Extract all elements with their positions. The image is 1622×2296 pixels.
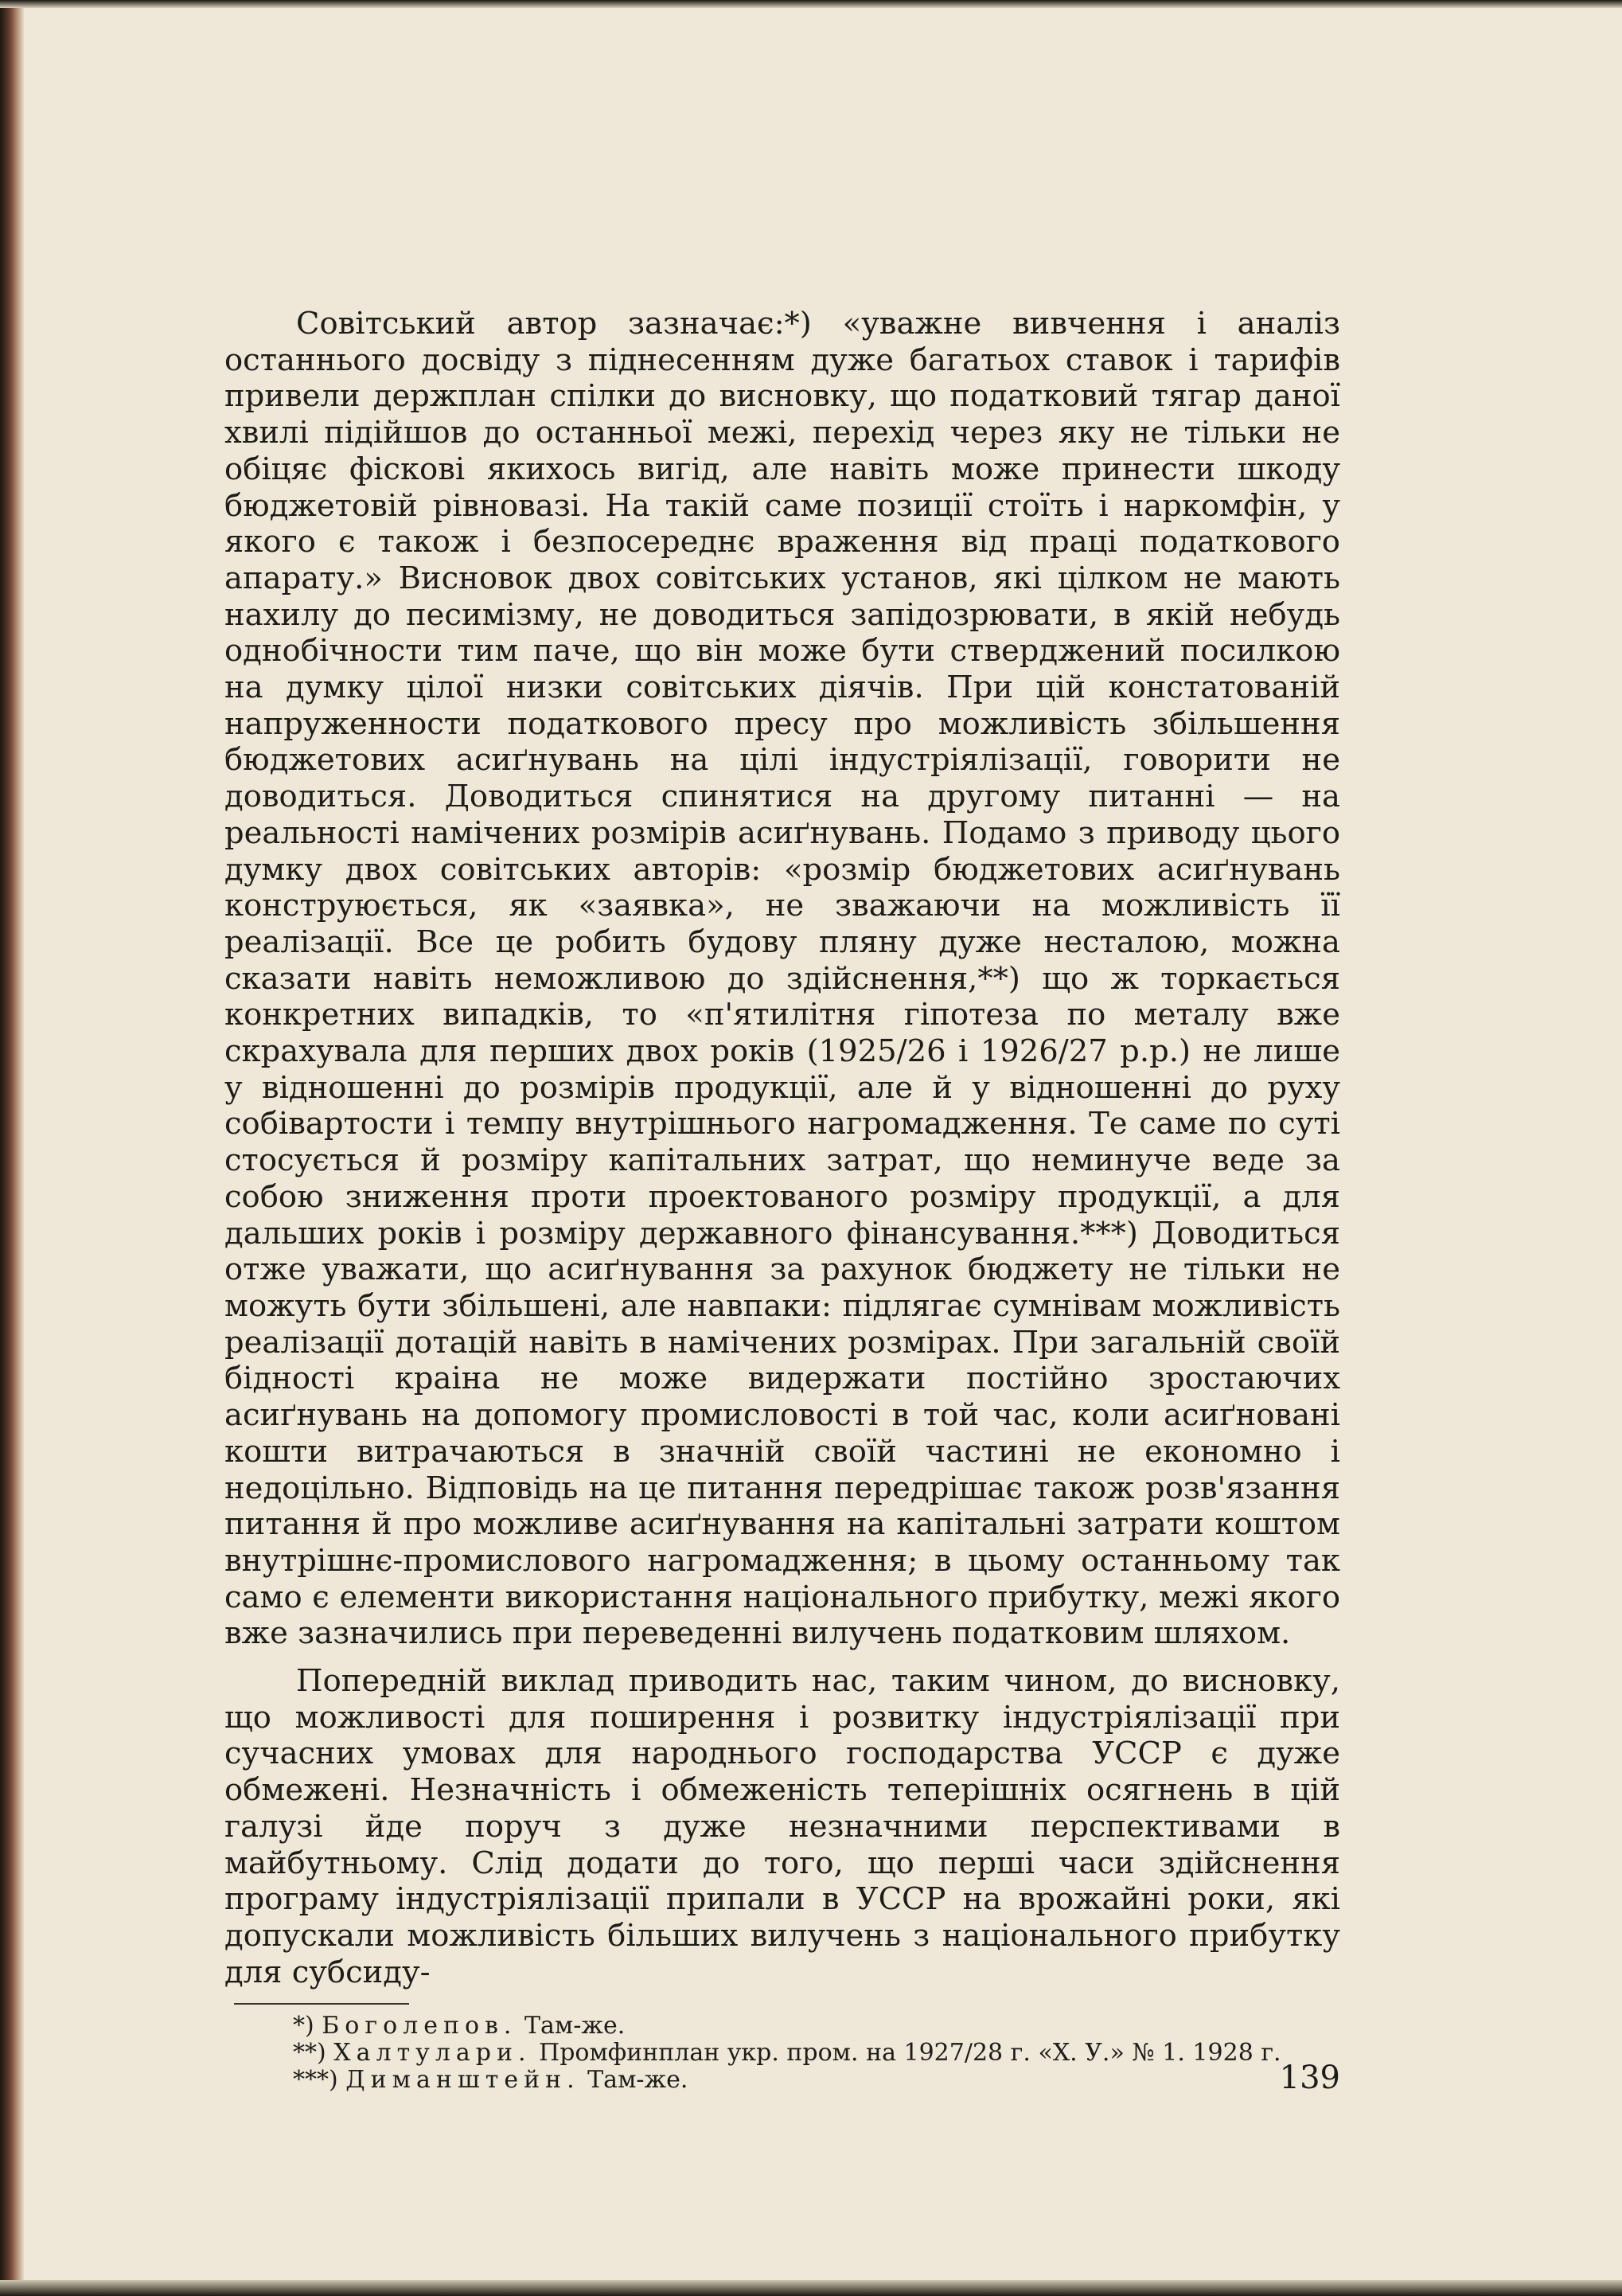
footnote-text: Там-же. [517, 2012, 626, 2040]
page-number: 139 [1279, 2060, 1340, 2096]
footnote-author: Халтулари. [333, 2039, 532, 2068]
book-spine-edge [0, 0, 24, 2296]
footnote-author: Диманштейн. [345, 2066, 580, 2095]
footnote-text: Там-же. [579, 2066, 688, 2095]
footnote-2 [224, 2040, 1340, 2067]
footnote-1 [224, 2013, 1340, 2040]
footnote-divider [234, 2003, 409, 2005]
footnote-mark: **) [293, 2039, 326, 2068]
footnote-mark: ***) [293, 2066, 338, 2095]
scan-top-edge [0, 0, 1622, 8]
footnote-3 [224, 2067, 1340, 2094]
footnote-author: Боголепов. [322, 2012, 517, 2040]
main-text [224, 306, 1340, 2094]
scan-bottom-edge [0, 2280, 1622, 2296]
footnote-text: Промфинплан укр. пром. на 1927/28 г. «Х. У.» № 1. 1928 г. [531, 2039, 1281, 2068]
paragraph-2: Попередній виклад приводить нас, таким чином, до висновку, що можливості для поширення і розвитку індустріялізації при сучасних умовах для народнього господарства УССР є дуже обмежені. Незначність і обмеженість теперішніх осягнень в цій галузі йде поруч з дуже незначними перспективами в майбутньому. Слід додати до того, що перші часи здійснення програму індустріялізації припали в УССР на врожайні роки, які допускали можливість більших вилучень з національного прибутку для субсиду- [224, 1663, 1340, 1990]
footnote-mark: *) [293, 2012, 314, 2040]
paragraph-1: Совітський автор зазначає:*) «уважне вивчення і аналіз останнього досвіду з піднесенням дуже багатьох ставок і тарифів привели держплан спілки до висновку, що податковий тягар даної хвилі підійшов до останньої межі, перехід через яку не тільки не обіцяє фіскові якихось вигід, але навіть може принести шкоду бюджетовій рівновазі. На такій саме позиції стоїть і наркомфін, у якого є також і безпосереднє враження від праці податкового апарату.» Висновок двох совітських установ, які цілком не мають нахилу до песимізму, не доводиться запідозрювати, в якій небудь однобічности тим паче, що він може бути стверджений посилкою на думку цілої низки совітських діячів. При цій констатованій напруженности податкового пресу про можливість збільшення бюджетових асиґнувань на цілі індустріялізації, говорити не доводиться. Доводиться спинятися на другому питанні — на реальності намічених розмірів асиґнувань. Подамо з приводу цього думку двох совітських авторів: «розмір бюджетових асиґнувань конструюється, як «заявка», не зважаючи на можливість її реалізації. Все це робить будову пляну дуже несталою, можна сказати навіть неможливою до здійснення,**) що ж торкається конкретних випадків, то «п'ятилітня гіпотеза по металу вже скрахувала для перших двох років (1925/26 і 1926/27 р.р.) не лише у відношенні до розмірів продукції, але й у відношенні до руху собівартости і темпу внутрішнього нагромадження. Те саме по суті стосується й розміру капітальних затрат, що неминуче веде за собою зниження проти проектованого розміру продукції, а для дальших років і розміру державного фінансування.***) Доводиться отже уважати, що асиґнування за рахунок бюджету не тільки не можуть бути збільшені, але навпаки: підлягає сумнівам можливість реалізації дотацій навіть в намічених розмірах. При загальній своїй бідності краіна не може видержати постійно зростаючих асиґнувань на допомогу промисловості в той час, коли асиґновані кошти витрачаються в значній своїй частині не економно і недоцільно. Відповідь на це питання передрішає також розв'язання питання й про можливе асиґнування на капітальні затрати коштом внутрішнє-промислового нагромадження; в цьому останньому так само є елементи використання національного прибутку, межі якого вже зазначились при переведенні вилучень податковим шляхом. [224, 306, 1340, 1652]
